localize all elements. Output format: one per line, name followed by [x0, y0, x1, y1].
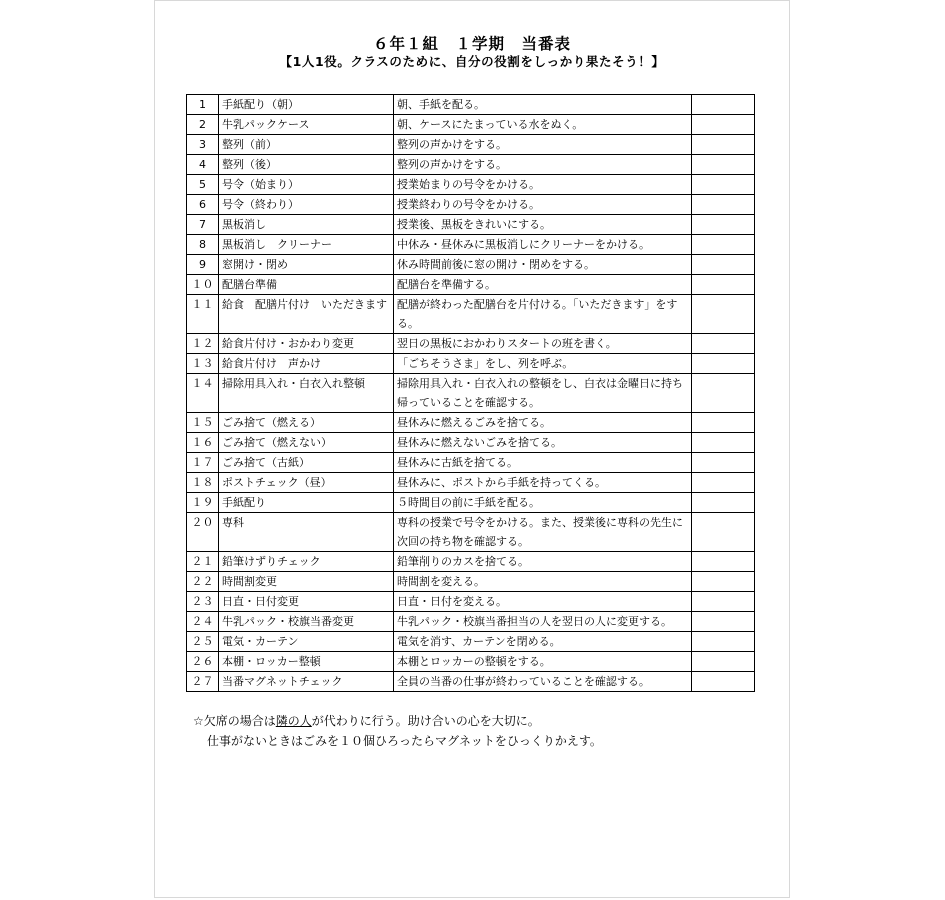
duty-number: １５	[187, 413, 219, 433]
duty-number: ２１	[187, 552, 219, 572]
duty-check	[692, 433, 755, 453]
duty-role: 掃除用具入れ・白衣入れ整頓	[219, 374, 394, 413]
duty-role: 手紙配り	[219, 493, 394, 513]
duty-task: 掃除用具入れ・白衣入れの整頓をし、白衣は金曜日に持ち帰っていることを確認する。	[394, 374, 692, 413]
duty-number: １７	[187, 453, 219, 473]
duty-table	[186, 94, 755, 692]
duty-number: 9	[187, 255, 219, 275]
duty-task: 昼休みに古紙を捨てる。	[394, 453, 692, 473]
duty-task: 「ごちそうさま」をし、列を呼ぶ。	[394, 354, 692, 374]
duty-check	[692, 453, 755, 473]
duty-check	[692, 552, 755, 572]
duty-number: ２５	[187, 632, 219, 652]
duty-check	[692, 95, 755, 115]
duty-task: 翌日の黒板におかわりスタートの班を書く。	[394, 334, 692, 354]
absence-note	[193, 712, 540, 729]
duty-number: ２４	[187, 612, 219, 632]
duty-task: 配膳台を準備する。	[394, 275, 692, 295]
no-task-note: 仕事がないときはごみを１０個ひろったらマグネットをひっくりかえす。	[207, 734, 602, 748]
duty-task: 授業始まりの号令をかける。	[394, 175, 692, 195]
duty-role: ポストチェック（昼）	[219, 473, 394, 493]
duty-role: 整列（後）	[219, 155, 394, 175]
duty-number: 6	[187, 195, 219, 215]
duty-check	[692, 235, 755, 255]
duty-check	[692, 374, 755, 413]
duty-check	[692, 175, 755, 195]
duty-check	[692, 672, 755, 692]
table-row	[187, 354, 755, 374]
duty-check	[692, 354, 755, 374]
duty-task: 昼休みに燃えるごみを捨てる。	[394, 413, 692, 433]
duty-role: 黒板消し	[219, 215, 394, 235]
duty-task: 日直・日付を変える。	[394, 592, 692, 612]
duty-check	[692, 513, 755, 552]
page-subtitle: 【1人1役。クラスのために、自分の役割をしっかり果たそう！】	[279, 54, 665, 69]
duty-role: 牛乳パック・校旗当番変更	[219, 612, 394, 632]
duty-number: ２７	[187, 672, 219, 692]
table-row	[187, 632, 755, 652]
duty-table-body	[187, 95, 755, 692]
table-row	[187, 513, 755, 552]
duty-task: 整列の声かけをする。	[394, 155, 692, 175]
duty-number: ２３	[187, 592, 219, 612]
duty-role: 日直・日付変更	[219, 592, 394, 612]
duty-check	[692, 572, 755, 592]
table-row	[187, 255, 755, 275]
duty-check	[692, 612, 755, 632]
duty-number: １４	[187, 374, 219, 413]
duty-role: 本棚・ロッカー整頓	[219, 652, 394, 672]
duty-check	[692, 255, 755, 275]
duty-task: 昼休みに燃えないごみを捨てる。	[394, 433, 692, 453]
duty-task: 時間割を変える。	[394, 572, 692, 592]
duty-check	[692, 413, 755, 433]
duty-number: 4	[187, 155, 219, 175]
duty-number: １８	[187, 473, 219, 493]
duty-role: 専科	[219, 513, 394, 552]
table-row	[187, 672, 755, 692]
duty-task: 授業後、黒板をきれいにする。	[394, 215, 692, 235]
duty-role: ごみ捨て（燃えない）	[219, 433, 394, 453]
duty-check	[692, 115, 755, 135]
table-row	[187, 155, 755, 175]
duty-task: 中休み・昼休みに黒板消しにクリーナーをかける。	[394, 235, 692, 255]
duty-task: 牛乳パック・校旗当番担当の人を翌日の人に変更する。	[394, 612, 692, 632]
duty-task: 専科の授業で号令をかける。また、授業後に専科の先生に次回の持ち物を確認する。	[394, 513, 692, 552]
duty-role: 号令（始まり）	[219, 175, 394, 195]
absence-note-prefix: ☆欠席の場合は	[193, 714, 276, 728]
duty-number: １０	[187, 275, 219, 295]
duty-number: 5	[187, 175, 219, 195]
duty-task: 昼休みに、ポストから手紙を持ってくる。	[394, 473, 692, 493]
table-row	[187, 275, 755, 295]
duty-task: 朝、ケースにたまっている水をぬく。	[394, 115, 692, 135]
duty-role: 給食片付け 声かけ	[219, 354, 394, 374]
duty-number: １２	[187, 334, 219, 354]
duty-task: 全員の当番の仕事が終わっていることを確認する。	[394, 672, 692, 692]
duty-check	[692, 652, 755, 672]
duty-role: 配膳台準備	[219, 275, 394, 295]
duty-number: 8	[187, 235, 219, 255]
duty-task: 整列の声かけをする。	[394, 135, 692, 155]
table-row	[187, 572, 755, 592]
duty-task: 授業終わりの号令をかける。	[394, 195, 692, 215]
duty-check	[692, 215, 755, 235]
duty-check	[692, 195, 755, 215]
duty-task: 休み時間前後に窓の開け・閉めをする。	[394, 255, 692, 275]
duty-role: ごみ捨て（古紙）	[219, 453, 394, 473]
table-row	[187, 135, 755, 155]
duty-role: 給食 配膳片付け いただきます	[219, 295, 394, 334]
duty-check	[692, 632, 755, 652]
table-row	[187, 493, 755, 513]
table-row	[187, 215, 755, 235]
duty-role: 当番マグネットチェック	[219, 672, 394, 692]
duty-number: ２２	[187, 572, 219, 592]
table-row	[187, 374, 755, 413]
duty-role: 号令（終わり）	[219, 195, 394, 215]
duty-number: ２０	[187, 513, 219, 552]
duty-role: 給食片付け・おかわり変更	[219, 334, 394, 354]
absence-note-emphasis: 隣の人	[275, 714, 312, 728]
duty-check	[692, 295, 755, 334]
table-row	[187, 195, 755, 215]
duty-number: １６	[187, 433, 219, 453]
table-row	[187, 413, 755, 433]
duty-check	[692, 155, 755, 175]
table-row	[187, 115, 755, 135]
duty-number: 1	[187, 95, 219, 115]
duty-task: 配膳が終わった配膳台を片付ける。「いただきます」をする。	[394, 295, 692, 334]
duty-task: 朝、手紙を配る。	[394, 95, 692, 115]
duty-number: 3	[187, 135, 219, 155]
duty-number: １３	[187, 354, 219, 374]
duty-check	[692, 473, 755, 493]
duty-number: １９	[187, 493, 219, 513]
duty-task: 電気を消す、カーテンを閉める。	[394, 632, 692, 652]
duty-role: 手紙配り（朝）	[219, 95, 394, 115]
duty-role: 牛乳パックケース	[219, 115, 394, 135]
duty-check	[692, 275, 755, 295]
duty-role: 黒板消し クリーナー	[219, 235, 394, 255]
duty-check	[692, 493, 755, 513]
duty-task: 鉛筆削りのカスを捨てる。	[394, 552, 692, 572]
duty-role: 鉛筆けずりチェック	[219, 552, 394, 572]
duty-role: ごみ捨て（燃える）	[219, 413, 394, 433]
table-row	[187, 473, 755, 493]
document-page	[154, 0, 790, 898]
page-title: ６年１組 １学期 当番表	[372, 35, 571, 53]
duty-check	[692, 592, 755, 612]
duty-number: ２６	[187, 652, 219, 672]
table-row	[187, 295, 755, 334]
table-row	[187, 235, 755, 255]
absence-note-suffix: が代わりに行う。助け合いの心を大切に。	[311, 714, 540, 728]
duty-check	[692, 334, 755, 354]
table-row	[187, 612, 755, 632]
table-row	[187, 552, 755, 572]
table-row	[187, 95, 755, 115]
table-row	[187, 453, 755, 473]
table-row	[187, 592, 755, 612]
duty-task: ５時間目の前に手紙を配る。	[394, 493, 692, 513]
duty-number: 2	[187, 115, 219, 135]
table-row	[187, 433, 755, 453]
table-row	[187, 334, 755, 354]
duty-number: １１	[187, 295, 219, 334]
duty-role: 整列（前）	[219, 135, 394, 155]
duty-role: 時間割変更	[219, 572, 394, 592]
table-row	[187, 175, 755, 195]
duty-check	[692, 135, 755, 155]
table-row	[187, 652, 755, 672]
duty-role: 窓開け・閉め	[219, 255, 394, 275]
duty-task: 本棚とロッカーの整頓をする。	[394, 652, 692, 672]
duty-role: 電気・カーテン	[219, 632, 394, 652]
duty-number: 7	[187, 215, 219, 235]
